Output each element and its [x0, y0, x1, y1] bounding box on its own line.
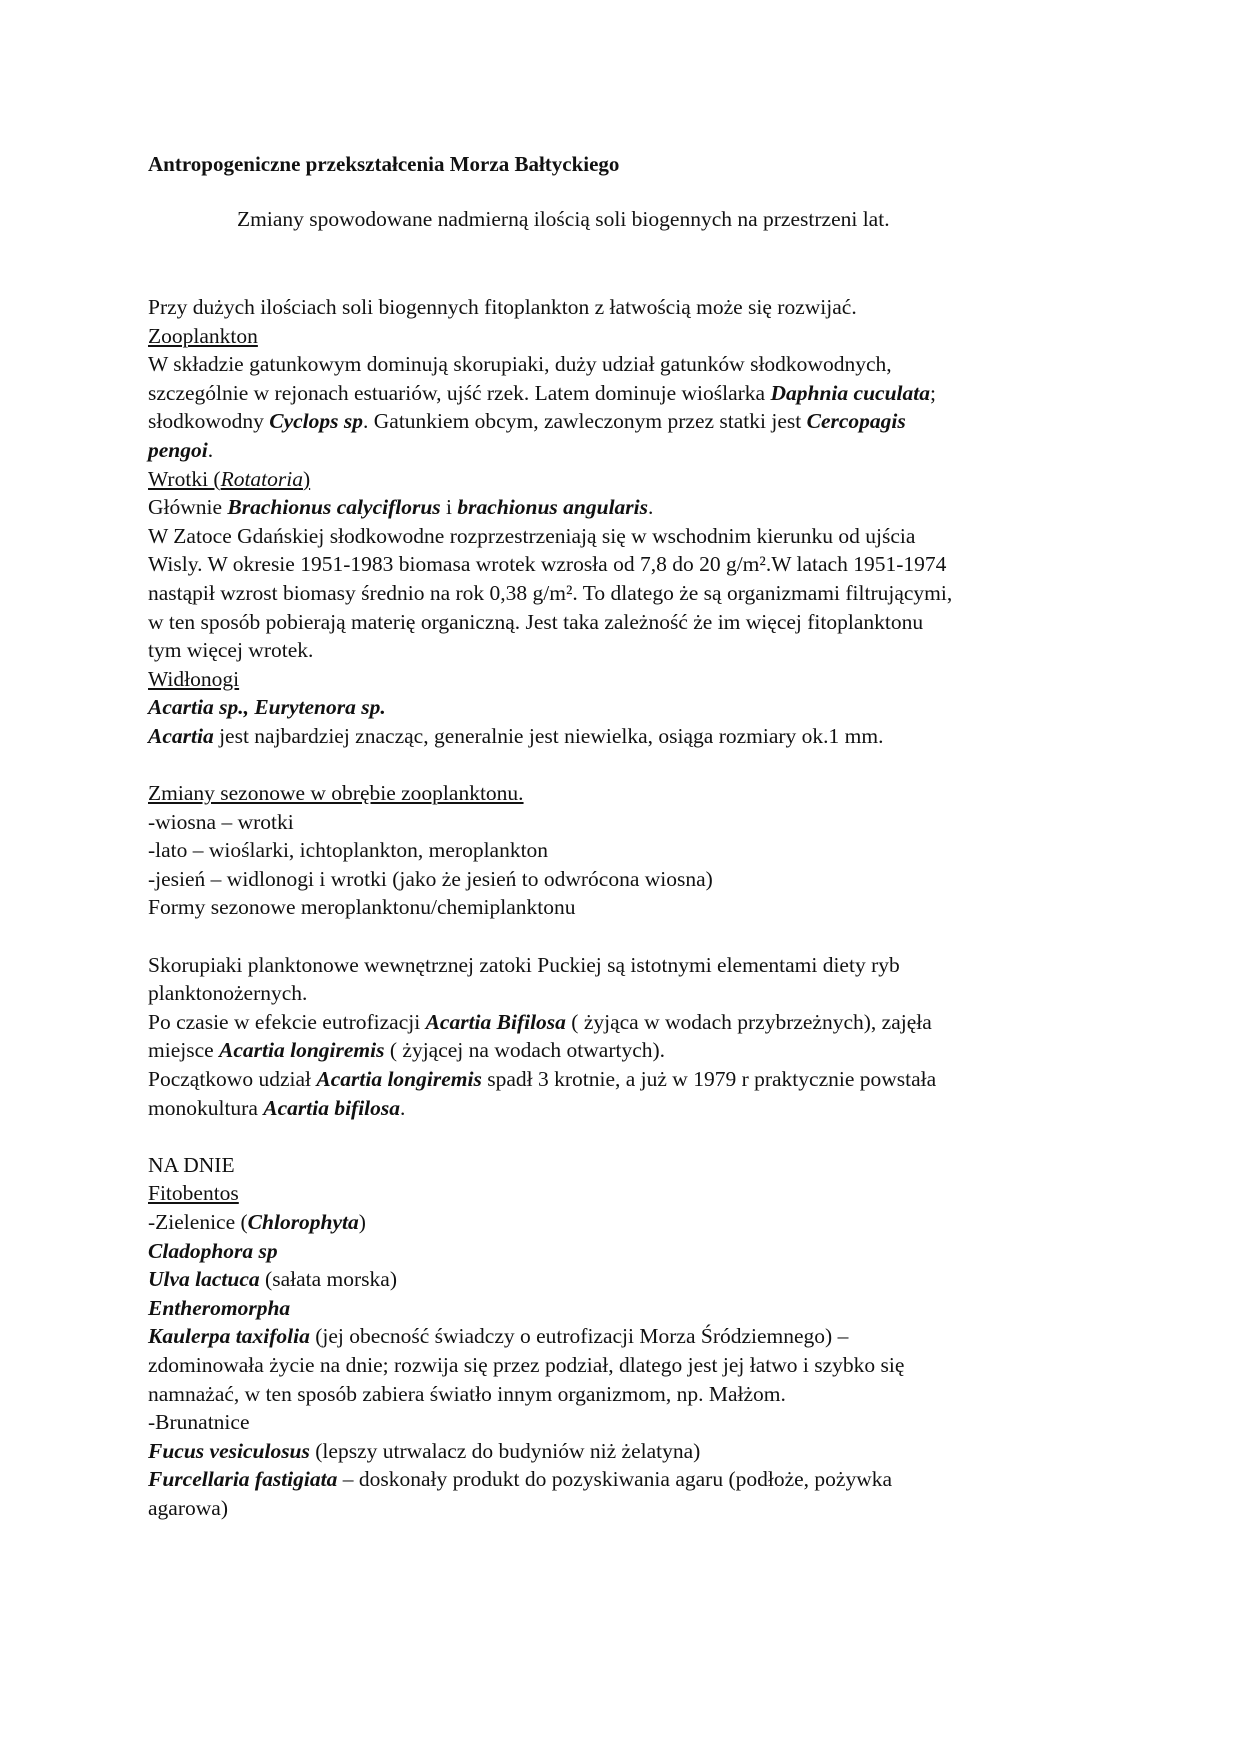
text-line — [148, 1465, 1108, 1494]
text-line — [148, 522, 1108, 551]
text-run: -Zielenice ( — [148, 1210, 248, 1234]
text-run: Wisly. W okresie 1951-1983 biomasa wrotek wzrosła od 7,8 do 20 g/m².W latach 1951-1974 — [148, 552, 947, 577]
text-line — [148, 1179, 1108, 1208]
text-line — [148, 350, 1108, 379]
text-run: i — [440, 495, 458, 520]
text-run: ; — [929, 380, 936, 405]
document-title: Antropogeniczne przekształcenia Morza Bałtyckiego — [148, 152, 620, 176]
text-line — [148, 1351, 1108, 1380]
text-line — [148, 1094, 1108, 1123]
text-run: w ten sposób pobierają materię organiczną. Jest taka zależność że im więcej fitoplanktonu — [148, 609, 924, 634]
text-run: W Zatoce Gdańskiej słodkowodne rozprzestrzeniają się w wschodnim kierunku od ujścia — [148, 523, 916, 548]
text-run: Cercopagis — [806, 409, 906, 434]
text-run: (sałata morska) — [259, 1267, 397, 1292]
text-run: Przy dużych ilościach soli biogennych fitoplankton z łatwością może się rozwijać. — [148, 295, 857, 319]
text-run: Acartia bifilosa — [263, 1095, 401, 1120]
text-run: -jesień – widlonogi i wrotki (jako że jesień to odwrócona wiosna) — [148, 866, 713, 891]
text-run: Rotatoria — [220, 466, 303, 491]
text-run: Entheromorpha — [148, 1295, 291, 1320]
text-line — [148, 1151, 1108, 1180]
text-line — [148, 693, 1108, 722]
text-run: . — [207, 437, 214, 462]
text-run: Acartia sp., Eurytenora sp. — [148, 695, 386, 720]
text-line — [148, 293, 1108, 322]
document-subtitle: Zmiany spowodowane nadmierną ilością soli biogennych na przestrzeni lat. — [237, 207, 890, 231]
text-line — [148, 608, 1108, 637]
text-run: -Brunatnice — [148, 1410, 250, 1435]
text-run: nastąpił wzrost biomasy średnio na rok 0,38 g/m². To dlatego że są organizmami filtrującymi, — [148, 580, 953, 605]
text-run: pengoi — [148, 437, 208, 462]
text-run: Głównie — [148, 495, 228, 520]
text-run: . — [400, 1095, 406, 1120]
text-run: Fucus vesiculosus — [148, 1438, 310, 1463]
blank-line — [148, 922, 1108, 951]
text-run: namnażać, w ten sposób zabiera światło innym organizmom, np. Małżom. — [148, 1381, 786, 1406]
text-line — [148, 1380, 1108, 1409]
text-run: Zooplankton — [148, 323, 258, 348]
text-line — [148, 436, 1108, 465]
text-line — [148, 493, 1108, 522]
document-body — [148, 293, 1108, 1523]
text-run: ) — [358, 1210, 366, 1234]
text-run: Zmiany sezonowe w obrębie zooplanktonu. — [148, 781, 524, 806]
text-run: Acartia longiremis — [316, 1067, 482, 1092]
text-run: W składzie gatunkowym dominują skorupiaki, duży udział gatunków słodkowodnych, — [148, 352, 892, 377]
text-run: Furcellaria fastigiata — [148, 1467, 338, 1492]
text-line — [148, 550, 1108, 579]
text-line — [148, 779, 1108, 808]
text-run: agarowa) — [148, 1495, 228, 1520]
blank-line — [148, 751, 1108, 780]
text-line — [148, 1008, 1108, 1037]
text-line — [148, 1265, 1108, 1294]
text-run: słodkowodny — [148, 409, 270, 434]
text-run: ( żyjąca w wodach przybrzeżnych), zajęła — [565, 1009, 932, 1034]
text-line — [148, 1237, 1108, 1266]
text-line — [148, 1322, 1108, 1351]
text-run: Początkowo udział — [148, 1067, 317, 1092]
text-run: miejsce — [148, 1038, 220, 1063]
text-line — [148, 865, 1108, 894]
text-run: Acartia Bifilosa — [425, 1009, 566, 1034]
text-line — [148, 722, 1108, 751]
text-line — [148, 665, 1108, 694]
text-run: -wiosna – wrotki — [148, 809, 294, 834]
text-run: Widłonogi — [148, 666, 240, 691]
text-run: Ulva lactuca — [148, 1267, 260, 1292]
text-line — [148, 1036, 1108, 1065]
text-line — [148, 1208, 1108, 1237]
text-line — [148, 951, 1108, 980]
text-line — [148, 979, 1108, 1008]
text-run: Fitobentos — [148, 1181, 239, 1206]
text-run: – doskonały produkt do pozyskiwania agaru (podłoże, pożywka — [337, 1467, 893, 1492]
text-line — [148, 1494, 1108, 1523]
text-run: planktonożernych. — [148, 981, 308, 1006]
text-line — [148, 1065, 1108, 1094]
text-run: Brachionus calyciflorus — [227, 495, 441, 520]
text-run: ( żyjącej na wodach otwartych). — [384, 1038, 666, 1063]
text-run: Kaulerpa taxifolia — [148, 1324, 310, 1349]
text-run: Formy sezonowe meroplanktonu/chemiplanktonu — [148, 895, 576, 920]
text-line — [148, 1294, 1108, 1323]
text-run: -lato – wioślarki, ichtoplankton, meroplankton — [148, 838, 549, 863]
text-line — [148, 579, 1108, 608]
text-run: zdominowała życie na dnie; rozwija się przez podział, dlatego jest jej łatwo i szybko się — [148, 1352, 905, 1377]
text-run: Daphnia cuculata — [770, 380, 930, 405]
text-run: . Gatunkiem obcym, zawleczonym przez statki jest — [363, 409, 807, 434]
text-run: Skorupiaki planktonowe wewnętrznej zatoki Puckiej są istotnymi elementami diety ryb — [148, 952, 900, 977]
text-run: tym więcej wrotek. — [148, 638, 314, 663]
text-line — [148, 808, 1108, 837]
text-run: . — [648, 495, 654, 520]
blank-line — [148, 1122, 1108, 1151]
text-line — [148, 465, 1108, 494]
text-line — [148, 636, 1108, 665]
text-run: Wrotki ( — [148, 466, 221, 491]
text-line — [148, 1437, 1108, 1466]
text-run: szczególnie w rejonach estuariów, ujść rzek. Latem dominuje wioślarka — [148, 380, 771, 405]
text-run: Acartia — [148, 723, 214, 748]
text-run: Cladophora sp — [148, 1238, 278, 1263]
text-run: Cyclops sp — [269, 409, 364, 434]
text-run: spadł 3 krotnie, a już w 1979 r praktycznie powstała — [481, 1067, 937, 1092]
text-run: monokultura — [148, 1095, 264, 1120]
text-line — [148, 379, 1108, 408]
text-line — [148, 322, 1108, 351]
text-run: (jej obecność świadczy o eutrofizacji Morza Śródziemnego) – — [309, 1324, 849, 1349]
text-line — [148, 1408, 1108, 1437]
text-line — [148, 407, 1108, 436]
text-run: Acartia longiremis — [219, 1038, 385, 1063]
text-line — [148, 836, 1108, 865]
text-run: (lepszy utrwalacz do budyniów niż żelatyna) — [309, 1438, 701, 1463]
text-run: brachionus angularis — [457, 495, 648, 520]
text-run: Chlorophyta — [247, 1210, 359, 1234]
text-run: ) — [303, 466, 311, 491]
text-run: jest najbardziej znacząc, generalnie jest niewielka, osiąga rozmiary ok.1 mm. — [213, 723, 884, 748]
text-run: NA DNIE — [148, 1152, 235, 1177]
text-line — [148, 893, 1108, 922]
text-run: Po czasie w efekcie eutrofizacji — [148, 1009, 426, 1034]
